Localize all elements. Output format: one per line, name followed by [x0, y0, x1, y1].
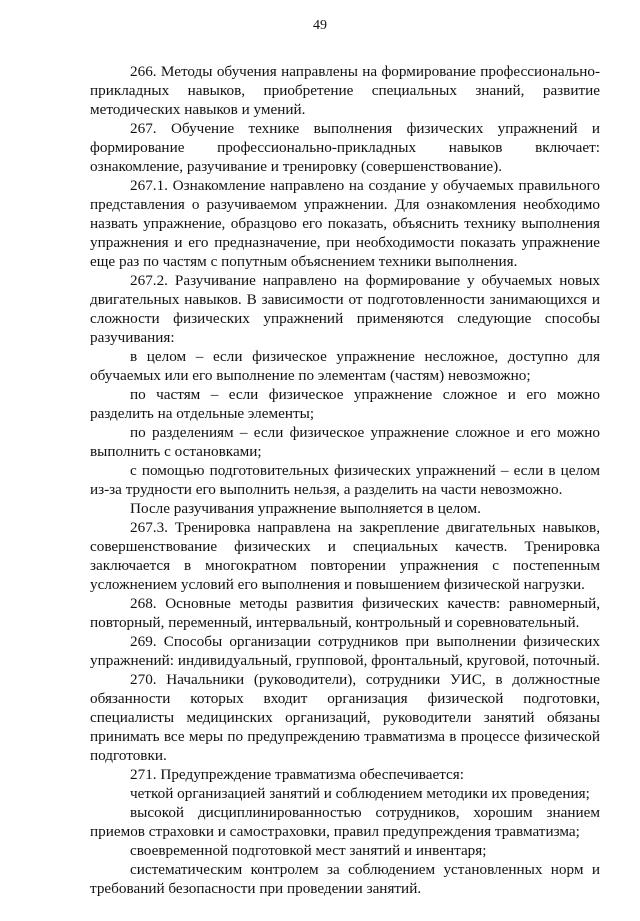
paragraph-269: 269. Способы организации сотрудников при выполнении физических упражнений: индивидуальный, групповой, фронтальный, круговой, поточный. [90, 633, 600, 669]
list-item-by-parts: по частям – если физическое упражнение сложное и его можно разделить на отдельные элементы; [90, 386, 600, 422]
paragraph-267-3: 267.3. Тренировка направлена на закрепление двигательных навыков, совершенствование физических и специальных качеств. Тренировка заключается в многократном повторении упражнения с постепенным усложнением условий его выполнения и повышением физической нагрузки. [90, 519, 600, 593]
list-item-preparatory: с помощью подготовительных физических упражнений – если в целом из-за трудности его выполнить нельзя, а разделить на части невозможно. [90, 462, 600, 498]
list-item-organization: четкой организацией занятий и соблюдением методики их проведения; [130, 785, 590, 802]
paragraph-267: 267. Обучение технике выполнения физических упражнений и формирование профессионально-прикладных навыков включает: ознакомление, разучивание и тренировку (совершенствование). [90, 120, 600, 175]
list-item-preparation: своевременной подготовкой мест занятий и инвентаря; [130, 842, 487, 859]
paragraph-after-learning: После разучивания упражнение выполняется в целом. [130, 500, 481, 517]
paragraph-271: 271. Предупреждение травматизма обеспечивается: [130, 766, 464, 783]
paragraph-267-1: 267.1. Ознакомление направлено на создание у обучаемых правильного представления о разучиваемом упражнении. Для ознакомления необходимо назвать упражнение, образцово его показать, объяснить технику выполнения упражнения и его предназначение, при необходимости показать упражнение еще раз по частям с попутным объяснением техники выполнения. [90, 177, 600, 270]
document-body [90, 62, 600, 898]
paragraph-268: 268. Основные методы развития физических качеств: равномерный, повторный, переменный, интервальный, контрольный и соревновательный. [90, 595, 600, 631]
paragraph-267-2: 267.2. Разучивание направлено на формирование у обучаемых новых двигательных навыков. В зависимости от подготовленности занимающихся и сложности физических упражнений применяются следующие способы разучивания: [90, 272, 600, 346]
paragraph-270: 270. Начальники (руководители), сотрудники УИС, в должностные обязанности которых входит организация физической подготовки, специалисты медицинских организаций, руководители занятий обязаны принимать все меры по предупреждению травматизма в процессе физической подготовки. [90, 671, 600, 764]
list-item-whole: в целом – если физическое упражнение несложное, доступно для обучаемых или его выполнение по элементам (частям) невозможно; [90, 348, 600, 384]
page-number: 49 [313, 18, 327, 33]
list-item-control: систематическим контролем за соблюдением установленных норм и требований безопасности при проведении занятий. [90, 861, 600, 897]
paragraph-266: 266. Методы обучения направлены на формирование профессионально-прикладных навыков, приобретение специальных знаний, развитие методических навыков и умений. [90, 63, 600, 118]
list-item-by-divisions: по разделениям – если физическое упражнение сложное и его можно выполнить с остановками; [90, 424, 600, 460]
list-item-discipline: высокой дисциплинированностью сотрудников, хорошим знанием приемов страховки и самостраховки, правил предупреждения травматизма; [90, 804, 600, 840]
